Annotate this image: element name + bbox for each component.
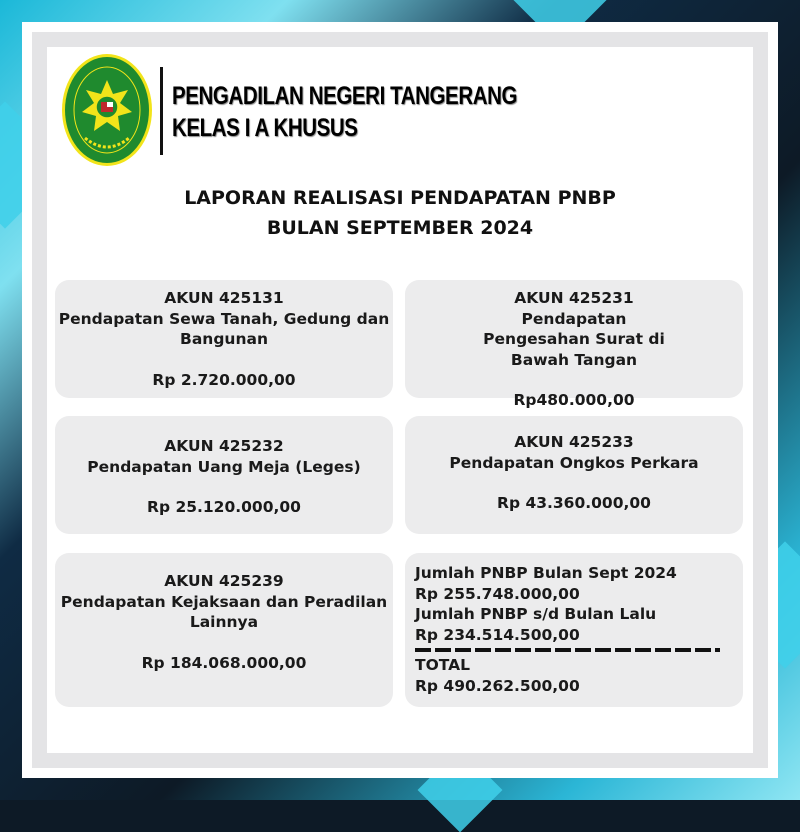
account-card: AKUN 425131 Pendapatan Sewa Tanah, Gedung dan Bangunan Rp 2.720.000,00 <box>55 280 393 398</box>
account-card: AKUN 425233 Pendapatan Ongkos Perkara Rp 43.360.000,00 <box>405 416 743 534</box>
report-title: LAPORAN REALISASI PENDAPATAN PNBP BULAN SEPTEMBER 2024 <box>184 187 616 239</box>
summary-card: Jumlah PNBP Bulan Sept 2024 Rp 255.748.000,00 Jumlah PNBP s/d Bulan Lalu Rp 234.514.500,00 TOTAL Rp 490.262.500,00 <box>405 553 743 707</box>
account-card: AKUN 425231 Pendapatan Pengesahan Surat di Bawah Tangan Rp480.000,00 <box>405 280 743 398</box>
dashed-divider <box>415 648 720 652</box>
header-divider <box>160 67 163 155</box>
org-name: PENGADILAN NEGERI TANGERANG KELAS I A KHUSUS <box>172 82 518 142</box>
court-logo <box>60 52 154 168</box>
account-card: AKUN 425232 Pendapatan Uang Meja (Leges) Rp 25.120.000,00 <box>55 416 393 534</box>
account-card: AKUN 425239 Pendapatan Kejaksaan dan Peradilan Lainnya Rp 184.068.000,00 <box>55 553 393 707</box>
